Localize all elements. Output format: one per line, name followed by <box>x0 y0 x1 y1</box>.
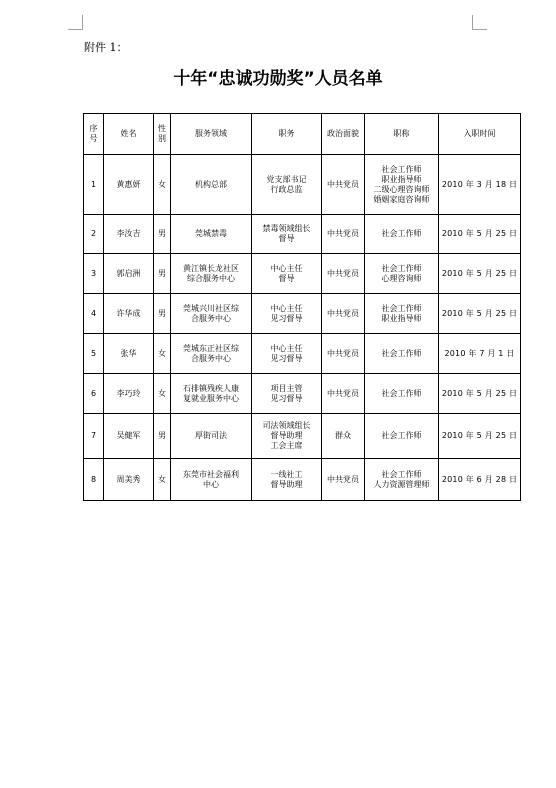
header-title: 职称 <box>365 114 439 155</box>
cell-name: 郭启洲 <box>104 254 154 294</box>
cell-join-date: 2010 年 5 月 25 日 <box>439 294 521 334</box>
table-row <box>84 254 521 294</box>
header-field: 服务领域 <box>171 114 252 155</box>
award-roster-table <box>83 113 521 501</box>
cell-name: 李巧玲 <box>104 374 154 414</box>
cell-title: 社会工作师 <box>365 374 439 414</box>
page-corner-mark-top-left <box>68 15 83 30</box>
header-gender: 性 别 <box>154 114 171 155</box>
cell-no: 4 <box>84 294 104 334</box>
cell-title: 社会工作师 职业指导师 <box>365 294 439 334</box>
cell-field: 东莞市社会福利 中心 <box>171 459 252 501</box>
cell-gender: 女 <box>154 374 171 414</box>
cell-field: 莞城东正社区综 合服务中心 <box>171 334 252 374</box>
table-row <box>84 155 521 215</box>
cell-gender: 男 <box>154 254 171 294</box>
table-row <box>84 459 521 501</box>
cell-field: 莞城兴川社区综 合服务中心 <box>171 294 252 334</box>
cell-political: 中共党员 <box>322 155 365 215</box>
table-row <box>84 215 521 254</box>
cell-title: 社会工作师 人力资源管理师 <box>365 459 439 501</box>
cell-political: 群众 <box>322 414 365 459</box>
cell-gender: 女 <box>154 334 171 374</box>
cell-name: 周美秀 <box>104 459 154 501</box>
cell-name: 黄惠妍 <box>104 155 154 215</box>
cell-title: 社会工作师 <box>365 334 439 374</box>
cell-position: 中心主任 见习督导 <box>252 294 322 334</box>
cell-position: 项目主管 见习督导 <box>252 374 322 414</box>
cell-title: 社会工作师 职业指导师 二级心理咨询师 婚姻家庭咨询师 <box>365 155 439 215</box>
cell-name: 许华成 <box>104 294 154 334</box>
cell-position: 党支部书记 行政总监 <box>252 155 322 215</box>
table-row <box>84 334 521 374</box>
document-title: 十年“忠诚功勋奖”人员名单 <box>173 69 383 89</box>
cell-join-date: 2010 年 5 月 25 日 <box>439 254 521 294</box>
page-corner-mark-top-right <box>472 15 487 30</box>
cell-join-date: 2010 年 6 月 28 日 <box>439 459 521 501</box>
cell-political: 中共党员 <box>322 215 365 254</box>
cell-gender: 男 <box>154 215 171 254</box>
table-row <box>84 414 521 459</box>
cell-title: 社会工作师 心理咨询师 <box>365 254 439 294</box>
cell-gender: 男 <box>154 414 171 459</box>
header-no: 序 号 <box>84 114 104 155</box>
table-row <box>84 294 521 334</box>
cell-gender: 女 <box>154 155 171 215</box>
cell-field: 石排镇残疾人康 复就业服务中心 <box>171 374 252 414</box>
cell-gender: 女 <box>154 459 171 501</box>
table-header-row <box>84 114 521 155</box>
cell-title: 社会工作师 <box>365 414 439 459</box>
cell-no: 3 <box>84 254 104 294</box>
cell-position: 司法领域组长 督导助理 工会主席 <box>252 414 322 459</box>
cell-political: 中共党员 <box>322 334 365 374</box>
cell-join-date: 2010 年 3 月 18 日 <box>439 155 521 215</box>
cell-name: 吴健军 <box>104 414 154 459</box>
header-join-date: 入职时间 <box>439 114 521 155</box>
header-position: 职务 <box>252 114 322 155</box>
cell-field: 厚街司法 <box>171 414 252 459</box>
cell-position: 中心主任 见习督导 <box>252 334 322 374</box>
cell-political: 中共党员 <box>322 254 365 294</box>
cell-no: 7 <box>84 414 104 459</box>
cell-no: 1 <box>84 155 104 215</box>
cell-political: 中共党员 <box>322 294 365 334</box>
cell-join-date: 2010 年 7 月 1 日 <box>439 334 521 374</box>
cell-position: 一线社工 督导助理 <box>252 459 322 501</box>
table-row <box>84 374 521 414</box>
cell-position: 中心主任 督导 <box>252 254 322 294</box>
cell-political: 中共党员 <box>322 374 365 414</box>
cell-position: 禁毒领域组长 督导 <box>252 215 322 254</box>
cell-field: 莞城禁毒 <box>171 215 252 254</box>
cell-join-date: 2010 年 5 月 25 日 <box>439 414 521 459</box>
cell-join-date: 2010 年 5 月 25 日 <box>439 215 521 254</box>
cell-no: 5 <box>84 334 104 374</box>
header-political: 政治面貌 <box>322 114 365 155</box>
attachment-label: 附件 1： <box>84 41 128 54</box>
cell-no: 8 <box>84 459 104 501</box>
cell-no: 6 <box>84 374 104 414</box>
cell-field: 黄江镇长龙社区 综合服务中心 <box>171 254 252 294</box>
cell-field: 机构总部 <box>171 155 252 215</box>
cell-title: 社会工作师 <box>365 215 439 254</box>
cell-gender: 男 <box>154 294 171 334</box>
cell-no: 2 <box>84 215 104 254</box>
header-name: 姓名 <box>104 114 154 155</box>
cell-name: 李汝吉 <box>104 215 154 254</box>
cell-join-date: 2010 年 5 月 25 日 <box>439 374 521 414</box>
cell-political: 中共党员 <box>322 459 365 501</box>
cell-name: 张华 <box>104 334 154 374</box>
